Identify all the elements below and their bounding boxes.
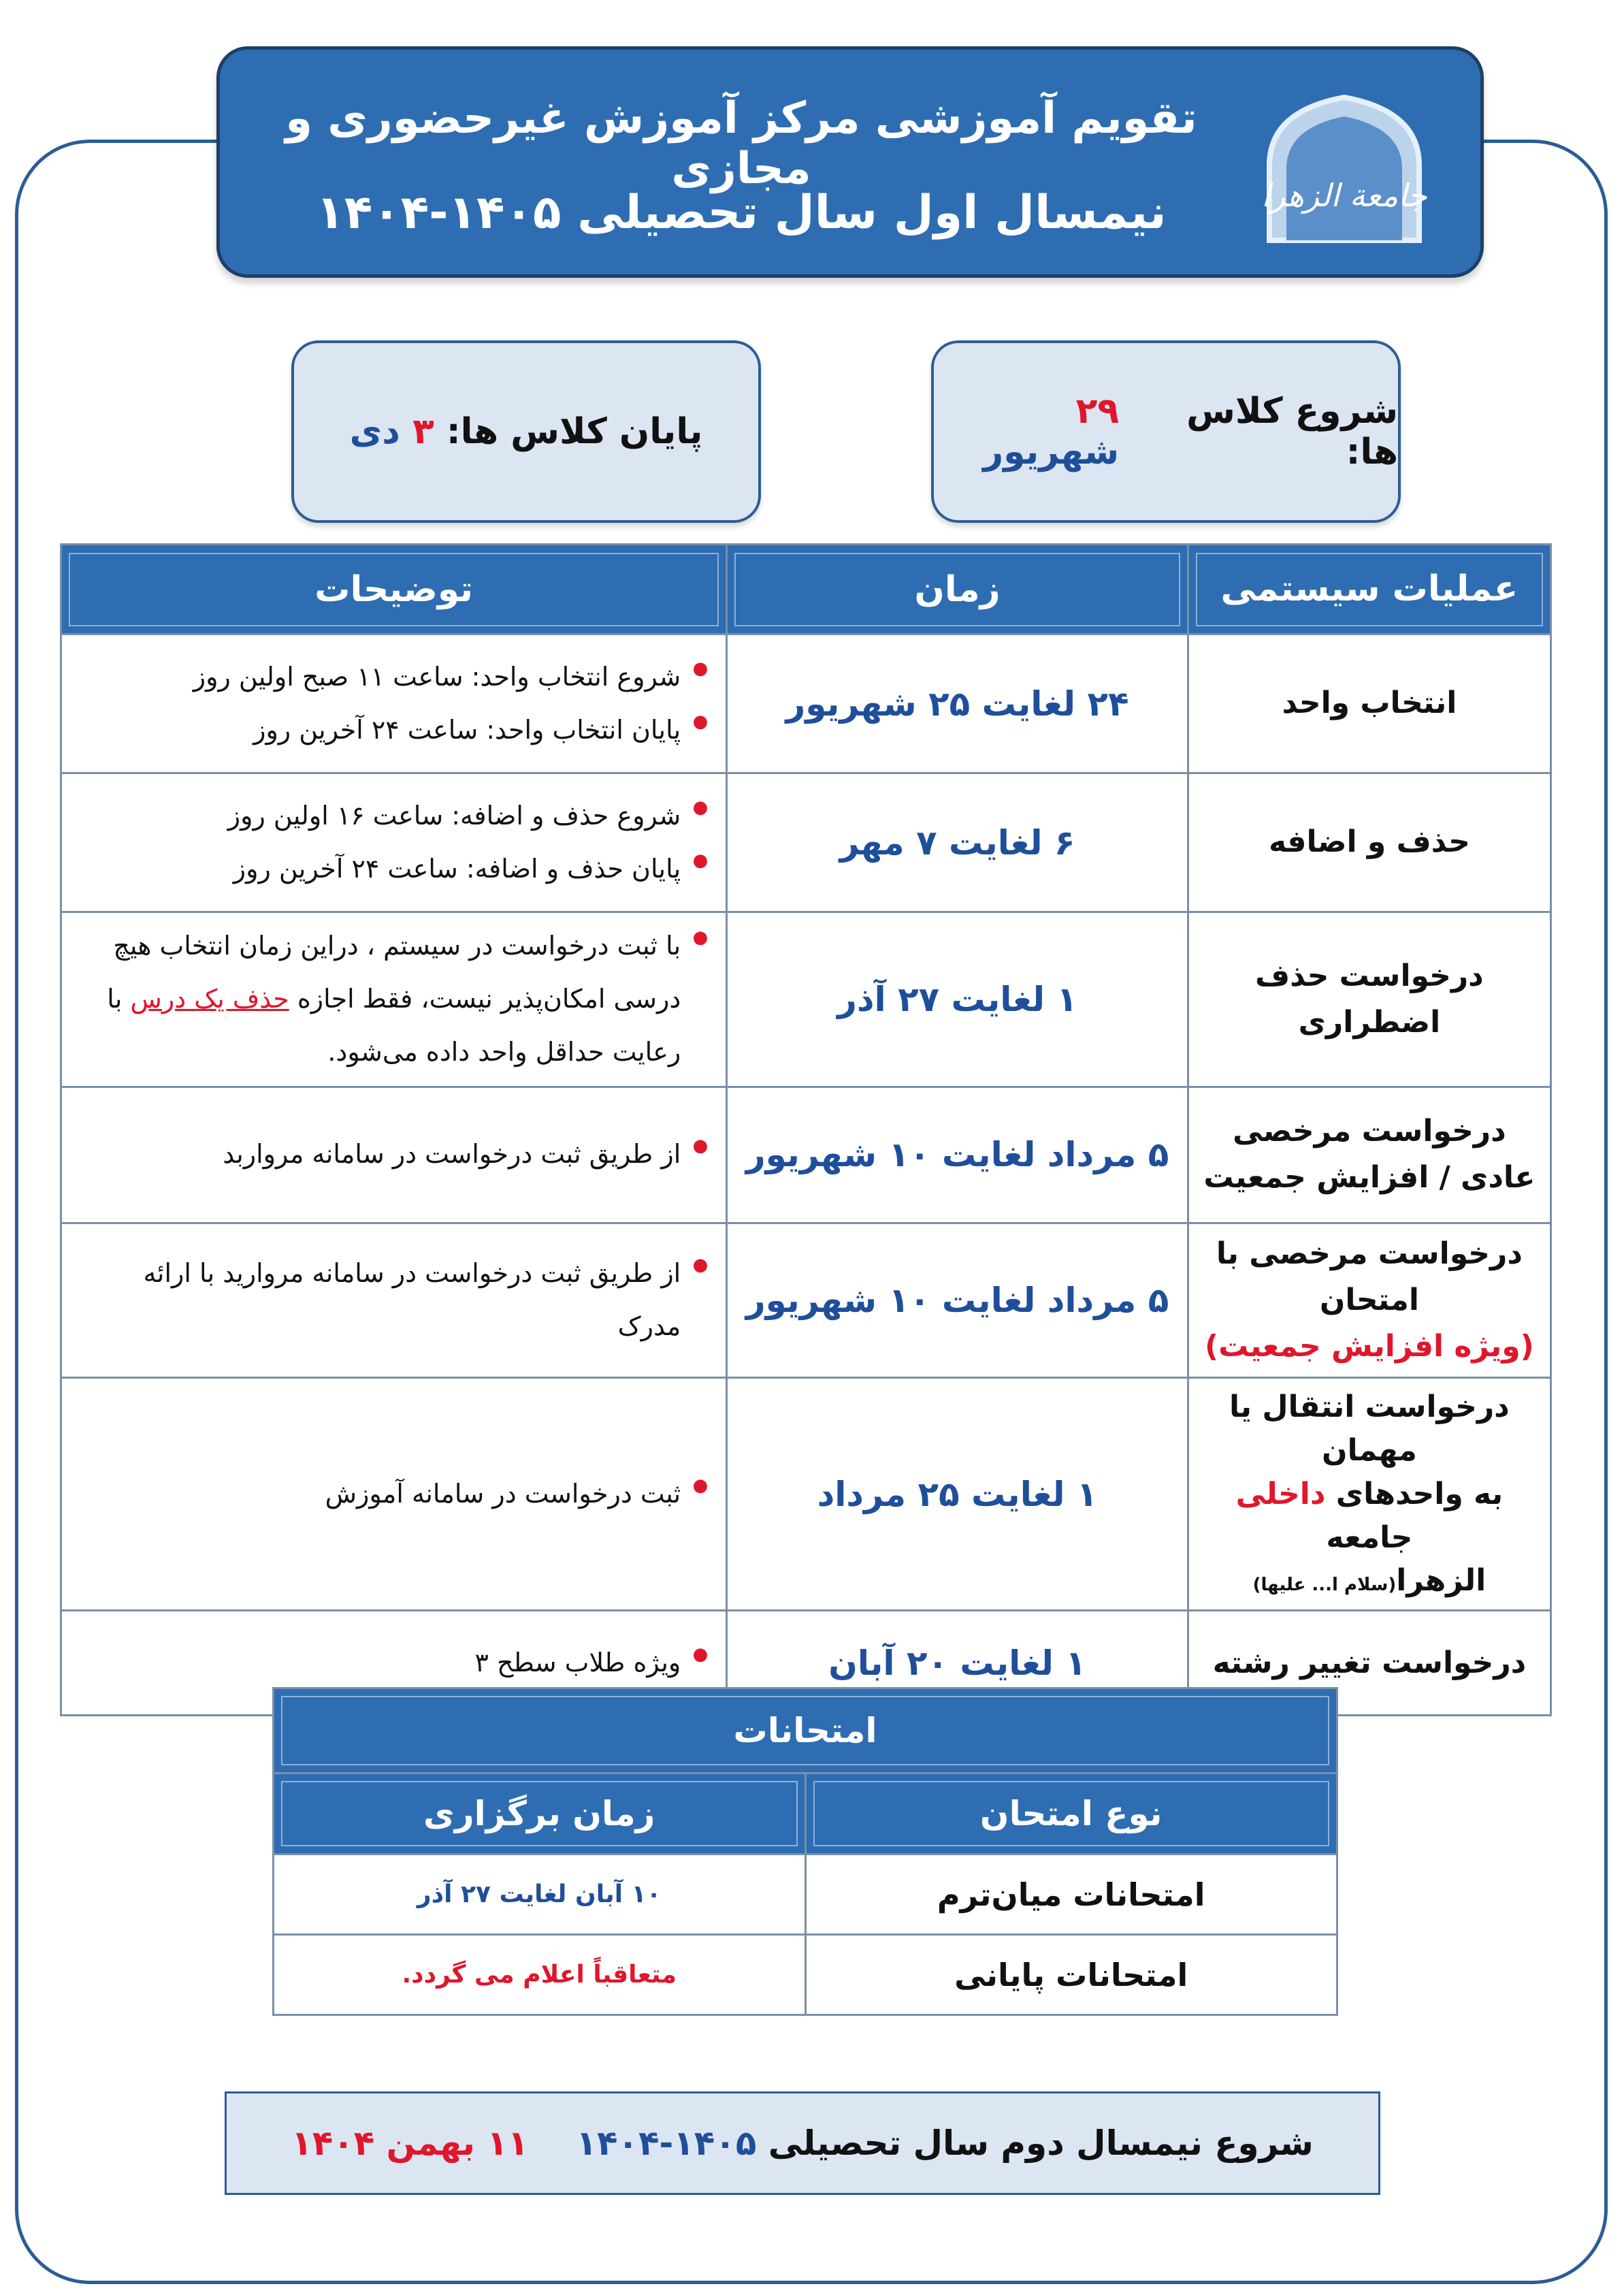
class-end-label: پایان کلاس ها: bbox=[446, 411, 703, 452]
description-cell bbox=[61, 635, 727, 773]
table-row bbox=[61, 1087, 1551, 1223]
class-end-month: دی bbox=[349, 411, 400, 452]
operation-cell: انتخاب واحد bbox=[1188, 635, 1550, 773]
description-cell bbox=[61, 773, 727, 912]
table-row bbox=[61, 635, 1551, 773]
description-item: ● از طریق ثبت درخواست در سامانه مرواربد bbox=[76, 1128, 681, 1181]
exams-table bbox=[272, 1687, 1338, 2016]
operation-cell: درخواست انتقال یا مهمان به واحدهای داخلی جامعه الزهرا(سلام ا... علیها) bbox=[1188, 1378, 1550, 1611]
exam-type-cell: امتحانات میان‌ترم bbox=[805, 1855, 1337, 1935]
description-item: ● با ثبت درخواست در سیستم ، دراین زمان انتخاب هیچ درسی امکان‌پذیر نیست، فقط اجازه حذف یک درس با رعایت حداقل واحد داده می‌شود. bbox=[76, 920, 681, 1079]
time-cell: ۵ مرداد لغایت ۱۰ شهریور bbox=[727, 1223, 1188, 1378]
exams-col-type: نوع امتحان bbox=[805, 1774, 1337, 1855]
operation-cell: حذف و اضافه bbox=[1188, 773, 1550, 912]
operation-cell: درخواست مرخصی با امتحان (ویژه افزایش جمعیت) bbox=[1188, 1223, 1550, 1378]
time-cell: ۶ لغایت ۷ مهر bbox=[727, 773, 1188, 912]
header-banner bbox=[216, 46, 1484, 278]
table-row bbox=[274, 1855, 1337, 1935]
description-item: ● ویژه طلاب سطح ۳ bbox=[76, 1637, 681, 1690]
header-title: تقویم آموزشی مرکز آموزش غیرحضوری و مجازی bbox=[285, 93, 1197, 194]
description-item: ● شروع حذف و اضافه: ساعت ۱۶ اولین روز bbox=[76, 790, 681, 843]
svg-text:جامعة الزهرا: جامعة الزهرا bbox=[1261, 177, 1427, 214]
description-item: ● ثبت درخواست در سامانه آموزش bbox=[76, 1468, 681, 1521]
class-start-day: ۲۹ bbox=[1075, 391, 1120, 432]
time-cell: ۲۴ لغایت ۲۵ شهریور bbox=[727, 635, 1188, 773]
operation-cell: درخواست تغییر رشته bbox=[1188, 1611, 1550, 1716]
description-item: ● پایان حذف و اضافه: ساعت ۲۴ آخرین روز bbox=[76, 843, 681, 896]
description-cell bbox=[61, 1378, 727, 1611]
class-end-box bbox=[291, 340, 761, 523]
time-cell: ۱ لغایت ۲۵ مرداد bbox=[727, 1378, 1188, 1611]
time-cell: ۱ لغایت ۲۷ آذر bbox=[727, 912, 1188, 1087]
next-semester-label: شروع نیمسال دوم سال تحصیلی bbox=[768, 2123, 1314, 2163]
exam-type-cell: امتحانات پایانی bbox=[805, 1935, 1337, 2015]
description-item: ● پایان انتخاب واحد: ساعت ۲۴ آخرین روز bbox=[76, 704, 681, 757]
exams-title: امتحانات bbox=[274, 1688, 1337, 1774]
table-row bbox=[274, 1935, 1337, 2015]
description-item: ● شروع انتخاب واحد: ساعت ۱۱ صبح اولین روز bbox=[76, 651, 681, 704]
operation-cell: درخواست حذف اضطراری bbox=[1188, 912, 1550, 1087]
table-row bbox=[61, 1378, 1551, 1611]
class-start-month: شهریور bbox=[983, 432, 1120, 472]
header-subtitle: نیمسال اول سال تحصیلی ۱۴۰۵-۱۴۰۴ bbox=[316, 186, 1167, 240]
next-semester-date: ۱۱ بهمن ۱۴۰۴ bbox=[291, 2123, 529, 2163]
exam-time-cell: ۱۰ آبان لغایت ۲۷ آذر bbox=[274, 1855, 806, 1935]
table-row bbox=[61, 1223, 1551, 1378]
schedule-table bbox=[60, 543, 1552, 1716]
exams-title-row bbox=[274, 1688, 1337, 1774]
schedule-header-row bbox=[61, 545, 1551, 635]
class-end-day: ۳ bbox=[412, 411, 434, 452]
operation-cell: درخواست مرخصی عادی / افزایش جمعیت bbox=[1188, 1087, 1550, 1223]
table-row bbox=[61, 912, 1551, 1087]
exam-time-cell: متعاقباً اعلام می گردد. bbox=[274, 1935, 806, 2015]
class-start-box bbox=[931, 340, 1401, 523]
highlight-drop-one-course: حذف یک درس bbox=[130, 983, 289, 1014]
description-cell bbox=[61, 1223, 727, 1378]
next-semester-year: ۱۴۰۵-۱۴۰۴ bbox=[576, 2123, 757, 2163]
description-item: ● از طریق ثبت درخواست در سامانه مروارید با ارائه مدرک bbox=[76, 1247, 681, 1353]
table-row bbox=[61, 773, 1551, 912]
description-cell bbox=[61, 912, 727, 1087]
next-semester-box bbox=[225, 2091, 1380, 2195]
description-cell bbox=[61, 1087, 727, 1223]
exams-col-time: زمان برگزاری bbox=[274, 1774, 806, 1855]
university-logo-icon bbox=[1256, 84, 1433, 247]
exams-header-row bbox=[274, 1774, 1337, 1855]
class-start-label: شروع کلاس ها: bbox=[1186, 391, 1398, 472]
header-description: توضیحات bbox=[61, 545, 727, 635]
time-cell: ۱ لغایت ۲۰ آبان bbox=[727, 1611, 1188, 1716]
header-time: زمان bbox=[727, 545, 1188, 635]
header-operations: عملیات سیستمی bbox=[1188, 545, 1550, 635]
time-cell: ۵ مرداد لغایت ۱۰ شهریور bbox=[727, 1087, 1188, 1223]
